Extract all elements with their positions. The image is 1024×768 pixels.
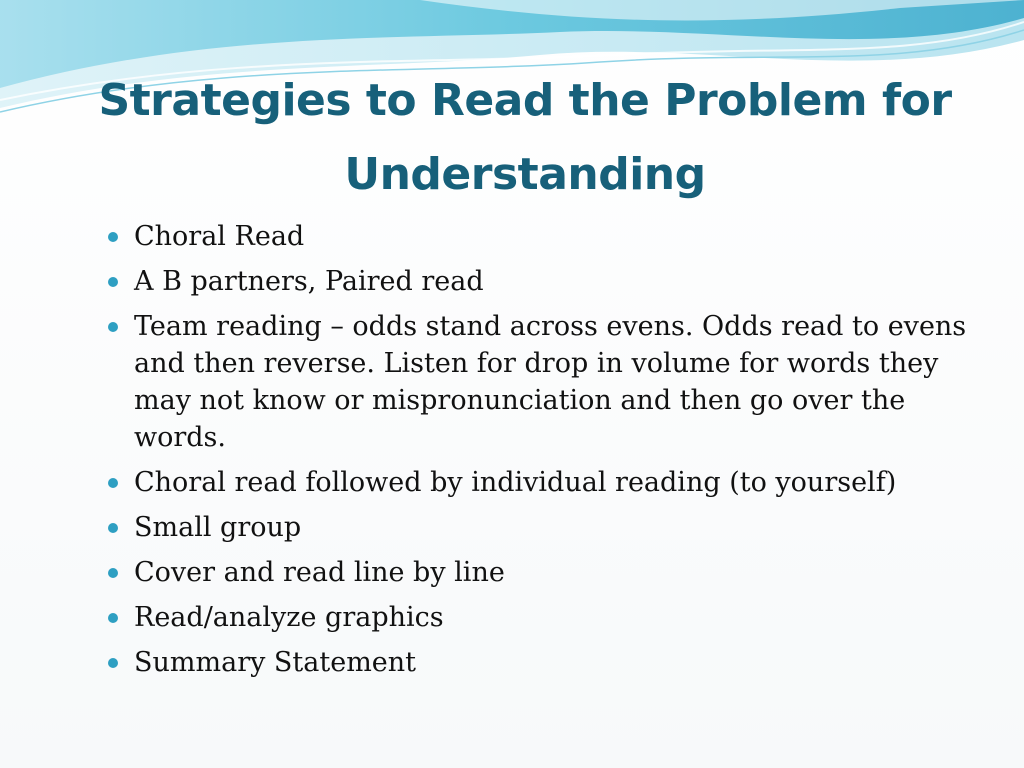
slide-title: [40, 64, 1010, 212]
list-item: [104, 218, 984, 255]
list-item-text: Team reading – odds stand across evens. Odds read to evens and then reverse. Listen for drop in volume for words they may not know or mispronunciation and then go over the words.: [134, 311, 967, 453]
bullet-dot-icon: [108, 523, 118, 533]
bullet-dot-icon: [108, 277, 118, 287]
list-item: [104, 599, 984, 636]
list-item-text: Choral Read: [134, 221, 305, 252]
list-item-text: Read/analyze graphics: [134, 602, 444, 633]
bullet-dot-icon: [108, 232, 118, 242]
list-item: [104, 644, 984, 681]
list-item: [104, 509, 984, 546]
bullet-dot-icon: [108, 658, 118, 668]
bullet-dot-icon: [108, 568, 118, 578]
title-line-1: Strategies to Read the Problem for: [98, 75, 952, 126]
list-item-text: Choral read followed by individual reading (to yourself): [134, 467, 897, 498]
list-item: [104, 464, 984, 501]
list-item-text: Small group: [134, 512, 302, 543]
list-item-text: Cover and read line by line: [134, 557, 505, 588]
list-item: [104, 554, 984, 591]
list-item-text: Summary Statement: [134, 647, 417, 678]
bullet-dot-icon: [108, 613, 118, 623]
list-item: [104, 263, 984, 300]
bullet-list: [104, 218, 984, 689]
list-item-text: A B partners, Paired read: [134, 266, 484, 297]
bullet-dot-icon: [108, 322, 118, 332]
title-line-2: Understanding: [344, 149, 706, 200]
bullet-dot-icon: [108, 478, 118, 488]
list-item: [104, 308, 984, 456]
